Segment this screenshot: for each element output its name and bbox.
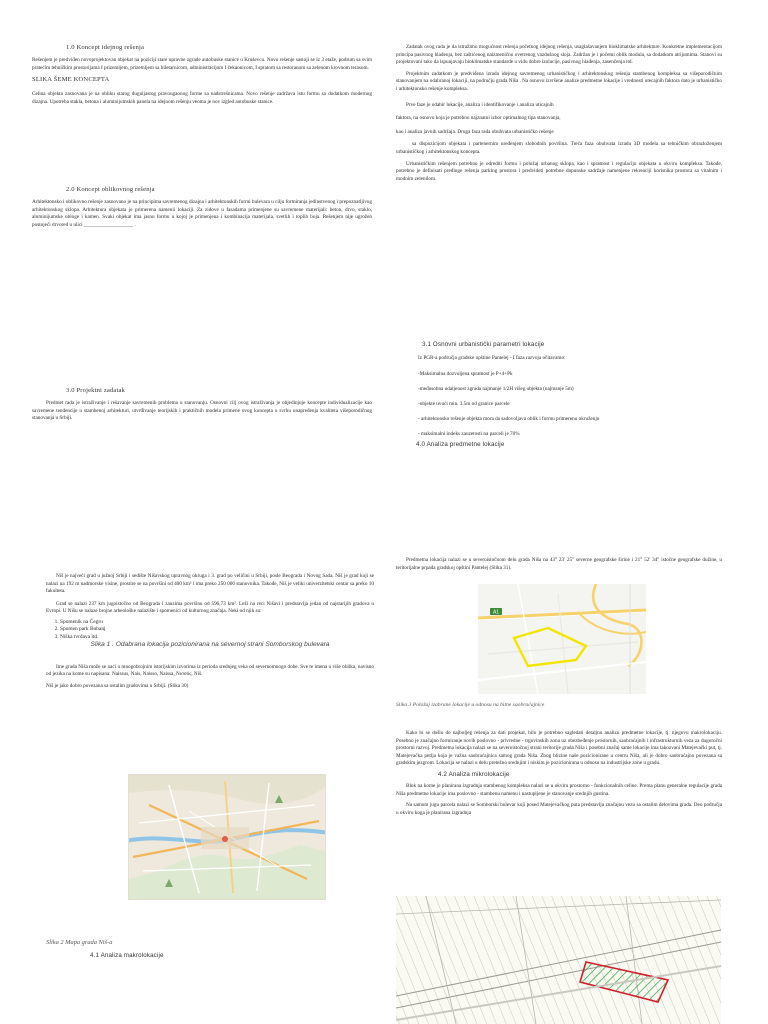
paragraph-faktora: faktora, na osnovu koja je potrebno najznatni izbor optimalnog tipa stanovanja, — [396, 115, 561, 122]
parametri-list — [418, 371, 722, 438]
paragraph-urbanisticko: Urbanističkim rešenjem potrebno je odrediti formu i položaj urbanog sklopa, kao i spratnost i regulaciju objekata u okviru kompleksa. Takođe, potrebno je definisati predloge rešenja parking prostora i predvideti potrebne dopunske sadržaje namenjene rekreaciji korisnika prostora sa vitalnim i modnim zelenilom. — [396, 160, 722, 182]
parametar-item: - arhitektonsko rešenje objekta mora da sadovoljava oblik i formu primerenu okruženju — [418, 416, 600, 422]
heading-4-2: 4.2 Analiza mikrolokacije — [438, 770, 510, 778]
paragraph-faze: Prve faze je odabir lokacije, analiza i identifikovanje i analiza uticajnih — [406, 101, 554, 108]
caption-slika-1: Slika 1 . Odabrana lokacija pozicionirana na severnoj strani Somborskog bulevara — [90, 641, 330, 649]
highway-label: A1 — [492, 609, 500, 616]
section-nis — [46, 573, 374, 690]
paragraph-somborski: Na samom jugu parcela nalazi se Somborski bulevar koji posed Matejevačkog puta predstavlja značajnu vezu sa ostalim delovima grada. Deo područja u okviru koga je planirana izgradnja — [396, 802, 722, 816]
cadastral-graphic — [396, 896, 721, 1024]
location-road-map — [478, 584, 646, 694]
section-projektni-zadatak — [32, 387, 372, 423]
parametar-item: -Maksimalna dozvoljena spratnost je P+4+Pk — [418, 371, 513, 377]
caption-slika-3: Slika 3 Položaj izabrane lokacije u odnosu na bitne saobraćajnice — [396, 702, 545, 708]
paragraph-predmet-rada: Predmet rada je istraživanje i rešavanje savremenih problema u stanovanju. Osnovni cilj ovog istraživanja je objedinjuje koncepte individualizacije kao savremene tendencije u stambenoj arhitekturi, utvrđivanje teorijskih i praktičnih modela primene ovog koncepta u svrhu unapređenja kvaliteta višeporodičnog stanovanja u Srbiji. — [32, 400, 372, 422]
section-makrolokacija — [396, 730, 722, 817]
paragraph-koordinate: Predmetna lokacija nalazi se u severoistočnom delu grada Niša na 43° 23' 25" severne geografske širine i 21° 52' 34" istočne geografske dužine, u teritorijalne prpada gradskoj opštini Pantelej (Slika 31). — [396, 557, 722, 571]
section-urbanisticki-parametri — [396, 341, 722, 448]
paragraph-ime-grada: Ime grada Niša može se naći u mnogobrojnim istorijskim izvorima iz perioda srednjeg veka od severnomnogo dobe. Sve te imena u više oblika, navisno od jezika na kome su napisana: Naissus, Nais, Naisso, Naissa, Νισσός, Niš. — [46, 663, 374, 678]
list-item: 2. Spomen park Bubanj — [60, 626, 374, 633]
section-oblikovno — [32, 186, 372, 229]
city-map-graphic — [129, 775, 325, 899]
caption-slika-2: Slika 2 Mapa grada Niš-a — [46, 939, 113, 946]
paragraph-blok: Blok na kome je planirana izgradnja stambenog kompleksa nalazi se u okviru prostorno - funkcionalnih celine. Prema planu generalne regulacije grada Niša predmetne lokacije ima poslovno - stambenu namenu i nastupljene je stanovanje srednjih gustina. — [396, 782, 722, 797]
heading-1-0: 1.0 Koncept idejnog rešenja — [66, 44, 145, 51]
nis-city-map — [128, 774, 326, 900]
pgr-intro: Iz PGR-a područja gradske opštine Pantelej - I faza razvoja očitavamo: — [418, 355, 566, 361]
section-koncept-idejnog — [32, 44, 372, 106]
section-zadatak — [396, 44, 722, 183]
paragraph-makrolokacija: Kako bi se došlo do najboljeg rešenja za dati projekat, bilo je potrebno sagledati detaljnu analizu predmetne lokacije, tj. njegovu makrolokaciju. Posebno je značajno formiranje novih poslovno - privredne - trgovinskih zona uz obezbeđenje prostornih, saobraćajnih i infrastrukturnih veza za dugoročni prostorni razvoj. Predmetna lokacija nalazi se na severoistočnoj strani teritorije grada Niša i posebni značaj same lokacije ima takozvani Matejevački put, tj. Matejevačka petlja koja je važna saobraćajnica samog grada Niša. Zbog blizine naše pozicionirane u centru Niša, ali je dobro saobraćajno povezana sa gradskim jezgrom. Lokacija se nalazi u delu pretežno srednjim i niskim je pozicionirana u odnosu na industrijske zone u gradu. — [396, 730, 722, 767]
heading-3-1: 3.1 Osnovni urbanistički parametri lokacije — [422, 341, 545, 348]
heading-3-0: 3.0 Projektni zadatak — [66, 387, 125, 394]
paragraph-oblikovno: Arhitektonsko i oblikovno rešenje zasnovano je na principima savremenog dizajna i arhitektonskih formi bulevara u cilju formiranja jedinstvenog i prepoznatljivog arhitektonskog sklopa. Arhitektura objekata je primerena namenii lokaciji. Za zidove u fasadama primenjene su savremene materijali: beton, drvo, staklo, aluminijumske obloge i kamen. Svaki objekat ima jasnu formu u kojoj je primenjena i kombinacija materijala, svetlih i toplih boja. Rešenjem nije ugrožen postojeći drvored u ulici ___________________ . — [32, 199, 372, 228]
paragraph-dispozicija: sa dispozicijom objekata i partenernim uređenjem slobodnih površina. Treća faza obuhvata izradu 3D modela sa tehničkim obrazloženjem urbanističkog i arhitektonskog koncepta. — [396, 141, 722, 155]
parametar-item: -međusobna udaljenost zgrada najmanje 1/2H višeg objekta (najmanje 5m) — [418, 386, 574, 392]
paragraph-nis-intro: Niš je najveći grad u južnoj Srbiji i sedište Nišavskog upravnog okruga i 3. grad po veličini u Srbiji, posle Beograda i Novog Sada. Niš je grad koji se nalazi na 192 m nadmorske visine, prostire se na površini od 400 km² i ima preko 250 000 stanovnika. Takođe, Niš je veliki univerzitetski centar sa preko 10 fakulteta. — [46, 573, 374, 595]
paragraph-intro: Rešenjem je predviđen novoprojektovan objekat na poziciji stare upravne zgrade autobuske stanice u Kruševcu. Novo rešenje sastoji se iz 3 etaže, podrum sa svim pratećim tehničkim prostorijama I prizemljem, prizemljem sa biletarnicom, administracijom I čekaonicom, I spratom sa restoranom sa zelenom krovnom terasom. — [32, 57, 372, 71]
heading-2-0: 2.0 Koncept oblikovnog rešenja — [66, 186, 155, 193]
parametar-item: -objekte uvući min. 3.5m od granice parcele — [418, 401, 510, 407]
slika-sema-label: SLIKA ŠEME KONCEPTA — [32, 76, 110, 84]
spomenici-list — [46, 619, 374, 641]
parametar-item: - maksimalni indeks zauzetosti na parceli je 70% — [418, 431, 520, 437]
paragraph-analiza: kao i analiza javnih sadržaja. Druga faza rada obuhvata urbanističko rešenje — [396, 128, 554, 135]
paragraph-povezanost: Niš je jako dobro povezana sa ostalim gradovima u Srbiji. (Slika 30) — [46, 682, 189, 689]
paragraph-forma: Celina objekta zasnovana je na obliku starog duguljastog pravougaonog forme sa nadstrešnicama. Novo rešenje zadržava istu formu sa dodatkom modernog dizajna. Upotreba stakla, betona i aluminijumskih panela na idejnom rešenju veoma je nov izgled autobuske stanice. — [32, 91, 372, 105]
cadastral-plan — [396, 896, 721, 1024]
heading-4-1: 4.1 Analiza makrolokacije — [90, 952, 164, 959]
road-map-graphic — [478, 584, 646, 694]
heading-4-0: 4.0 Analiza predmetne lokacije — [416, 441, 505, 448]
paragraph-projektni-zadatak: Projektnim zadatkom je predviđena izrada idejnog savremenog urbanističkog i arhitektonskog rešenja stambenog kompleksa sa višeporodičnim stanovanjem na odabranoj lokaciji, na području grada Niša . Na osnovu izvršene analize predmetne lokacije i vrednosti utecajnih faktora dato je urbanističko i arhitektonsko rešenje kompleksa. — [396, 70, 722, 92]
list-item: 3. Niška tvrđava itd. — [60, 634, 374, 641]
paragraph-zadatak: Zadatak ovog rada je da istražimo mogućnost rešenja početnog idejnog rešenja, usaglašavanjem bioklimatske arhitekture. Konkretne implementacijom principa pasivnog hlađenja, bez zaštićenog naizmenično ovetrenog vazdušnog sloja. Zadržan je i početni oblik modula, sa dodatkom atrijumima. Stanovi su projektovani tako da ispunjavaju bioklimatske standarde u vidu dobre izolacije, pasivnog hlađenja, zasenčenja itd. — [396, 44, 722, 66]
paragraph-nis-grad: Grad se nalazi 237 km jugoistočno od Beograda i zauzima površinu od 596,73 km². Leži na reci Nišavi i predstavlja jedan od najstarijih gradova u Evropi. U Nišu se nalaze brojne arheološke nalazište i spomenici od kulturnog značaja. Neki od njih su: — [46, 600, 374, 615]
list-item: 1. Spomenik na Čegru — [60, 619, 374, 626]
